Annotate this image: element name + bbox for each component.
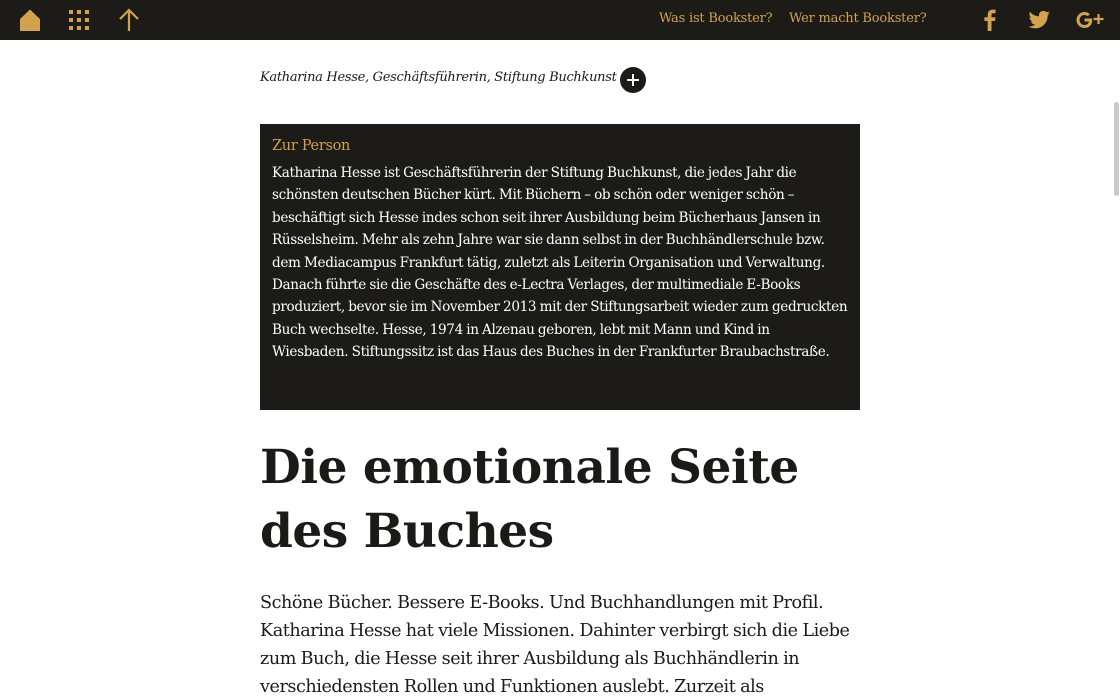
top-navigation-bar (0, 0, 1120, 40)
person-info-box (260, 124, 860, 410)
image-caption: Katharina Hesse, Geschäftsführerin, Stiftung Buchkunst (260, 70, 617, 85)
scrollbar-thumb[interactable] (1114, 102, 1119, 196)
facebook-icon[interactable] (978, 8, 1002, 32)
article-lead-paragraph: Schöne Bücher. Bessere E-Books. Und Buchhandlungen mit Profil. Katharina Hesse hat viele Missionen. Dahinter verbirgt sich die Liebe zum Buch, die Hesse seit ihrer Ausbildung als Buchhändlerin in verschiedensten Rollen und Funktionen auslebt. Zurzeit als (260, 593, 850, 697)
info-box-text: Katharina Hesse ist Geschäftsführerin der Stiftung Buchkunst, die jedes Jahr die schönsten deutschen Bücher kürt. Mit Büchern – ob schön oder weniger schön – beschäftigt sich Hesse indes schon seit ihrer Ausbildung beim Bücherhaus Jansen in Rüsselsheim. Mehr als zehn Jahre war sie dann selbst in der Buchhändlerschule bzw. dem Mediacampus Frankfurt tätig, zuletzt als Leiterin Organisation und Verwaltung. Danach führte sie die Geschäfte des e-Lectra Verlages, der multimediale E-Books produziert, bevor sie im November 2013 mit der Stiftungsarbeit wieder zum gedruckten Buch wechselte. Hesse, 1974 in Alzenau geboren, lebt mit Mann und Kind in Wiesbaden. Stiftungssitz ist das Haus des Buches in der Frankfurter Braubachstraße. (272, 165, 848, 361)
nav-link-who-makes-bookster[interactable]: Wer macht Bookster? (789, 11, 927, 26)
grid-icon[interactable] (67, 8, 91, 32)
expand-caption-button[interactable] (620, 67, 646, 93)
google-plus-icon[interactable] (1076, 8, 1104, 32)
arrow-up-icon[interactable] (117, 8, 141, 32)
article-headline: Die emotionale Seite des Buches (260, 440, 799, 559)
info-box-title: Zur Person (272, 138, 351, 154)
twitter-icon[interactable] (1027, 8, 1051, 32)
home-icon[interactable] (18, 8, 42, 32)
nav-link-what-is-bookster[interactable]: Was ist Bookster? (659, 11, 773, 26)
